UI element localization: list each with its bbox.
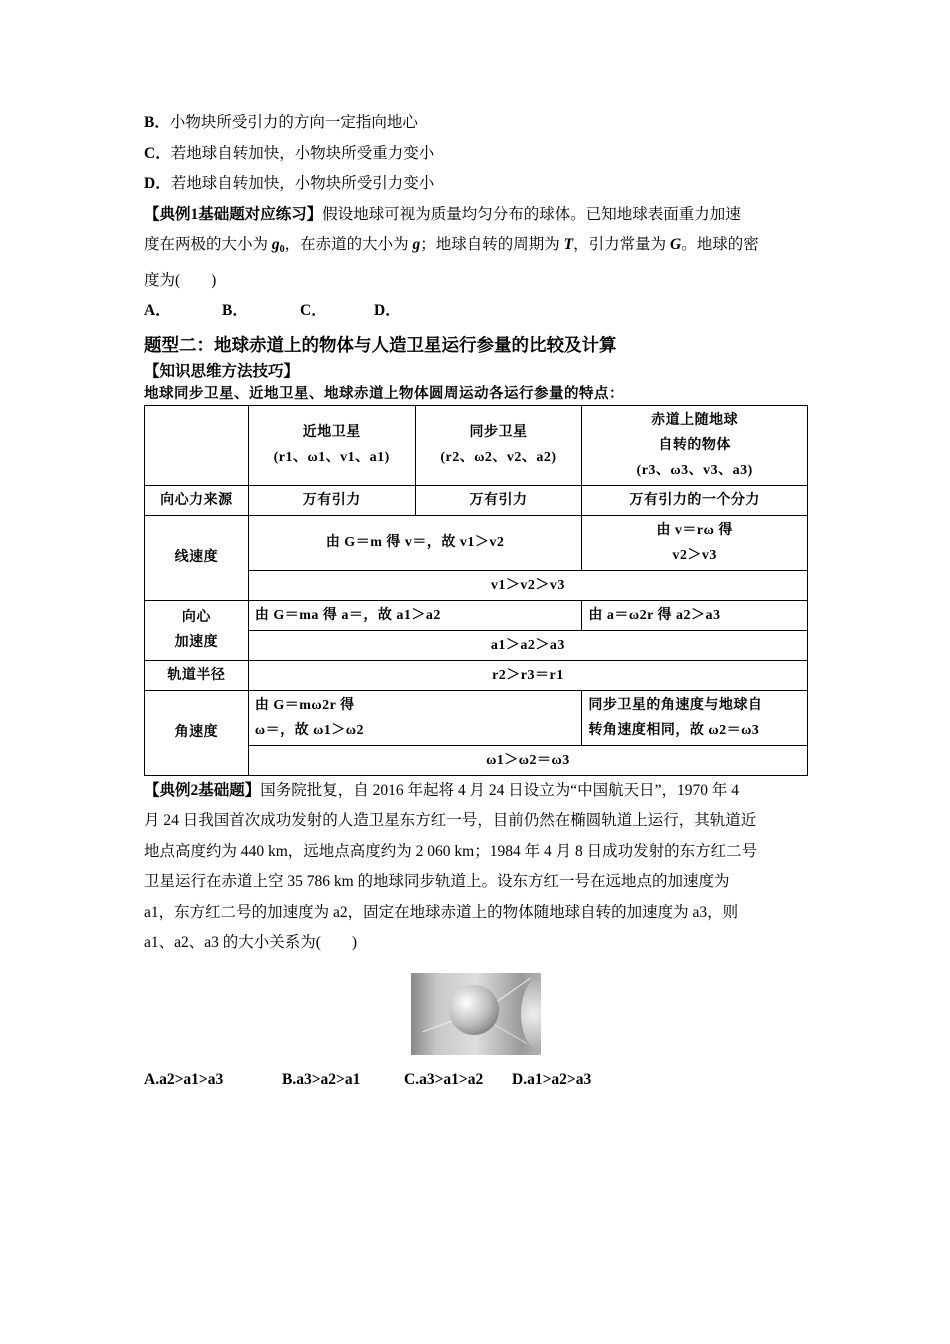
satellite-photo: [411, 973, 541, 1055]
table-cell: 万有引力的一个分力: [582, 485, 808, 515]
comparison-table: [144, 405, 808, 776]
table-row: [145, 600, 808, 630]
choice-c: C.a3>a1>a2: [404, 1070, 484, 1088]
row-label: 线速度: [145, 515, 249, 600]
text: 度为( ): [144, 271, 217, 289]
table-cell: v1＞v2＞v3: [248, 570, 807, 600]
satellite-sphere: [449, 985, 499, 1035]
header-label: 近地卫星: [302, 425, 361, 440]
example1-line2: [144, 230, 808, 266]
example2-line1: [144, 776, 808, 807]
header-params: (r3、ω3、v3、a3): [636, 462, 753, 478]
option-label: D．: [144, 175, 171, 192]
var-g: g: [412, 236, 421, 253]
table-row: [145, 515, 808, 570]
label-line: 向心: [181, 610, 211, 625]
table-intro: 地球同步卫星、近地卫星、地球赤道上物体圆周运动各运行参量的特点：: [144, 385, 624, 402]
row-label: 向心力来源: [145, 485, 249, 515]
option-line-d: [144, 169, 808, 200]
table-row: [145, 660, 808, 690]
option-text: 小物块所受引力的方向一定指向地心: [169, 114, 418, 131]
header-equator-object: [582, 405, 808, 485]
cell-line: 转角速度相同，故 ω2＝ω3: [588, 722, 760, 738]
cell-line: 由 G＝mω2r 得: [254, 697, 355, 713]
table-corner: [145, 405, 249, 485]
choice-a: A.a2>a1>a3: [144, 1070, 224, 1088]
table-cell: 由 G＝ma 得 a＝，故 a1＞a2: [248, 600, 582, 630]
sub: 0: [279, 244, 285, 255]
var-g: g: [271, 236, 280, 253]
example2-tag: 【典例2基础题】: [144, 781, 261, 799]
table-cell: [582, 690, 808, 745]
header-params: (r1、ω1、v1、a1): [273, 450, 390, 465]
cell-line: v2＞v3: [672, 547, 717, 563]
table-cell: [248, 690, 582, 745]
option-line-c: [144, 139, 808, 170]
option-text: 若地球自转加快，小物块所受重力变小: [170, 144, 435, 162]
table-row: [145, 485, 808, 515]
choice-b: B.a3>a2>a1: [282, 1070, 361, 1088]
var-g-const: G: [670, 236, 682, 253]
planet-shape: [521, 977, 541, 1051]
cell-line: 由 v＝rω 得: [656, 522, 733, 538]
text: 。地球的密: [681, 236, 759, 253]
option-line-b: [144, 108, 808, 139]
var-t: T: [563, 236, 574, 253]
knowledge-title: 【知识思维方法技巧】: [144, 362, 300, 380]
header-label: 同步卫星: [469, 425, 528, 440]
example2-line4: 卫星运行在赤道上空 35 786 km 的地球同步轨道上。设东方红一号在远地点的加速度为: [144, 873, 730, 890]
header-label: 赤道上随地球: [651, 412, 739, 428]
text: 度在两极的大小为: [144, 236, 272, 253]
cell-line: ω＝，故 ω1＞ω2: [254, 722, 365, 738]
header-params: (r2、ω2、v2、a2): [440, 450, 557, 465]
section-title: 题型二：地球赤道上的物体与人造卫星运行参量的比较及计算: [144, 334, 617, 355]
table-cell: a1＞a2＞a3: [248, 630, 807, 660]
table-cell: r2＞r3＝r1: [248, 660, 807, 690]
example2-options: [144, 1065, 808, 1096]
choice-b: B．: [222, 302, 248, 319]
header-near-earth: [248, 405, 415, 485]
table-cell: 由 a＝ω2r 得 a2＞a3: [582, 600, 808, 630]
table-cell: ω1＞ω2＝ω3: [248, 745, 807, 775]
choice-d: D．: [374, 302, 401, 319]
header-synchronous: [415, 405, 582, 485]
text: ；地球自转的周期为: [420, 236, 564, 253]
row-label: [145, 600, 249, 660]
example2-line3: 地点高度约为 440 km，远地点高度约为 2 060 km；1984 年 4 月 8 日成功发射的东方红二号: [144, 842, 758, 860]
example1-text: 假设地球可视为质量均匀分布的球体。已知地球表面重力加速: [322, 205, 741, 223]
document-page: [144, 108, 808, 1095]
table-cell: 由 G＝m 得 v＝，故 v1＞v2: [248, 515, 582, 570]
header-label: 自转的物体: [658, 437, 731, 453]
table-row: [145, 690, 808, 745]
example2-line5: a1，东方红二号的加速度为 a2，固定在地球赤道上的物体随地球自转的加速度为 a3，则: [144, 903, 739, 921]
example2-line6: a1、a2、a3 的大小关系为( ): [144, 934, 358, 951]
text: ，在赤道的大小为: [284, 236, 413, 253]
text: ，引力常量为: [573, 236, 671, 253]
label-line: 加速度: [174, 635, 219, 650]
option-text: 若地球自转加快，小物块所受引力变小: [170, 175, 435, 192]
example1-options: [144, 296, 808, 327]
example2-text: 国务院批复，自 2016 年起将 4 月 24 日设立为“中国航天日”，1970 年 4: [260, 781, 740, 799]
cell-line: 同步卫星的角速度与地球自: [588, 697, 763, 713]
table-header-row: [145, 405, 808, 485]
row-label: 角速度: [145, 690, 249, 775]
choice-a: A．: [144, 302, 171, 319]
table-cell: [582, 515, 808, 570]
example1-tag: 【典例1基础题对应练习】: [144, 205, 323, 223]
example1-line1: [144, 200, 808, 231]
example2-line2: 月 24 日我国首次成功发射的人造卫星东方红一号，目前仍然在椭圆轨道上运行，其轨道近: [144, 812, 757, 829]
example1-line3: [144, 266, 808, 297]
row-label: 轨道半径: [145, 660, 249, 690]
option-label: C．: [144, 144, 171, 162]
table-cell: 万有引力: [248, 485, 415, 515]
table-cell: 万有引力: [415, 485, 582, 515]
choice-d: D.a1>a2>a3: [512, 1070, 592, 1088]
option-label: B．: [144, 114, 170, 131]
choice-c: C．: [300, 302, 327, 319]
